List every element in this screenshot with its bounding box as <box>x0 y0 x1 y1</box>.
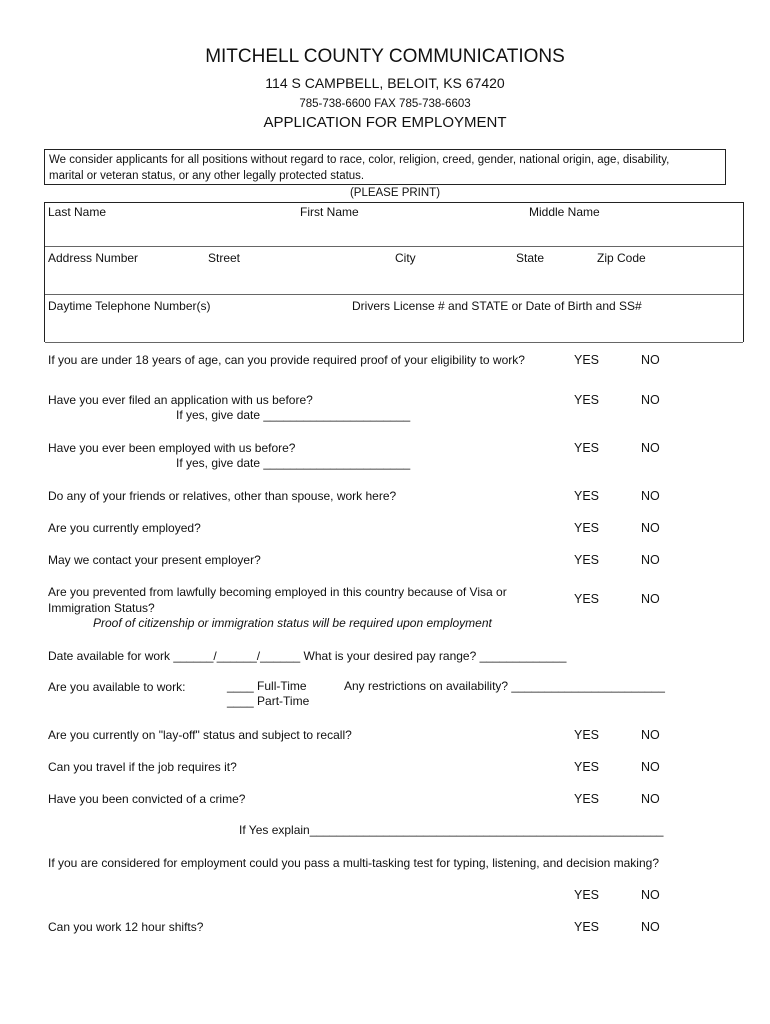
question-multitask: If you are considered for employment could you pass a multi-tasking test for typing, listening, and decision making? <box>48 856 659 870</box>
question-currently-employed: Are you currently employed? <box>48 521 201 535</box>
middle-name-label: Middle Name <box>529 205 600 219</box>
no-option[interactable]: NO <box>641 353 660 367</box>
part-time-option[interactable]: ____ Part-Time <box>227 694 310 708</box>
city-label: City <box>395 251 416 265</box>
no-option[interactable]: NO <box>641 393 660 407</box>
employed-date-line[interactable]: If yes, give date ______________________ <box>176 456 411 470</box>
question-layoff: Are you currently on "lay-off" status and subject to recall? <box>48 728 352 742</box>
yes-option[interactable]: YES <box>574 728 600 742</box>
question-convicted: Have you been convicted of a crime? <box>48 792 246 806</box>
no-option[interactable]: NO <box>641 592 660 606</box>
last-name-label: Last Name <box>48 205 107 219</box>
yes-option[interactable]: YES <box>574 353 600 367</box>
question-employed-before: Have you ever been employed with us before? <box>48 441 296 455</box>
please-print-label: (PLEASE PRINT) <box>349 187 441 199</box>
address-row-line <box>45 294 743 295</box>
question-visa-line-1: Are you prevented from lawfully becoming employed in this country because of Visa or <box>48 585 507 599</box>
street-label: Street <box>208 251 241 265</box>
name-row-line <box>45 246 743 247</box>
zip-code-label: Zip Code <box>597 251 646 265</box>
question-travel: Can you travel if the job requires it? <box>48 760 237 774</box>
daytime-phone-label: Daytime Telephone Number(s) <box>48 299 211 313</box>
yes-option[interactable]: YES <box>574 553 600 567</box>
no-option[interactable]: NO <box>641 920 660 934</box>
yes-option[interactable]: YES <box>574 760 600 774</box>
company-address: 114 S CAMPBELL, BELOIT, KS 67420 <box>265 75 505 91</box>
equal-opportunity-notice <box>44 149 726 185</box>
form-title: APPLICATION FOR EMPLOYMENT <box>263 114 507 131</box>
yes-option[interactable]: YES <box>574 792 600 806</box>
yes-option[interactable]: YES <box>574 920 600 934</box>
no-option[interactable]: NO <box>641 553 660 567</box>
yes-option[interactable]: YES <box>574 489 600 503</box>
filed-date-line[interactable]: If yes, give date ______________________ <box>176 408 411 422</box>
yes-option[interactable]: YES <box>574 521 600 535</box>
date-available-pay-range[interactable]: Date available for work ______/______/______ What is your desired pay range? _____________ <box>48 649 567 663</box>
explain-line[interactable]: If Yes explain_____________________________________________________ <box>239 823 664 837</box>
no-option[interactable]: NO <box>641 489 660 503</box>
address-number-label: Address Number <box>48 251 139 265</box>
yes-option[interactable]: YES <box>574 888 600 902</box>
state-label: State <box>516 251 545 265</box>
question-contact-employer: May we contact your present employer? <box>48 553 261 567</box>
yes-option[interactable]: YES <box>574 592 600 606</box>
no-option[interactable]: NO <box>641 728 660 742</box>
no-option[interactable]: NO <box>641 792 660 806</box>
no-option[interactable]: NO <box>641 441 660 455</box>
no-option[interactable]: NO <box>641 888 660 902</box>
applicant-info-box <box>44 202 744 342</box>
yes-option[interactable]: YES <box>574 441 600 455</box>
first-name-label: First Name <box>300 205 359 219</box>
question-visa-line-2: Immigration Status? <box>48 601 155 615</box>
citizenship-proof-note: Proof of citizenship or immigration status will be required upon employment <box>93 616 492 630</box>
question-relatives: Do any of your friends or relatives, other than spouse, work here? <box>48 489 397 503</box>
notice-line-1: We consider applicants for all positions without regard to race, color, religion, creed, gender, national origin, age, disability, <box>49 154 670 166</box>
drivers-license-label: Drivers License # and STATE or Date of Birth and SS# <box>352 299 642 313</box>
question-filed-before: Have you ever filed an application with us before? <box>48 393 313 407</box>
question-available-to-work: Are you available to work: <box>48 680 186 694</box>
question-under-18: If you are under 18 years of age, can you provide required proof of your eligibility to work? <box>48 353 525 367</box>
no-option[interactable]: NO <box>641 760 660 774</box>
full-time-option[interactable]: ____ Full-Time <box>227 679 307 693</box>
question-12-hour-shifts: Can you work 12 hour shifts? <box>48 920 204 934</box>
company-phone: 785-738-6600 FAX 785-738-6603 <box>299 98 471 110</box>
restrictions-line[interactable]: Any restrictions on availability? _______________________ <box>344 679 665 693</box>
company-name: MITCHELL COUNTY COMMUNICATIONS <box>205 46 565 67</box>
notice-line-2: marital or veteran status, or any other legally protected status. <box>49 170 365 182</box>
yes-option[interactable]: YES <box>574 393 600 407</box>
no-option[interactable]: NO <box>641 521 660 535</box>
phone-row-line <box>45 342 743 343</box>
